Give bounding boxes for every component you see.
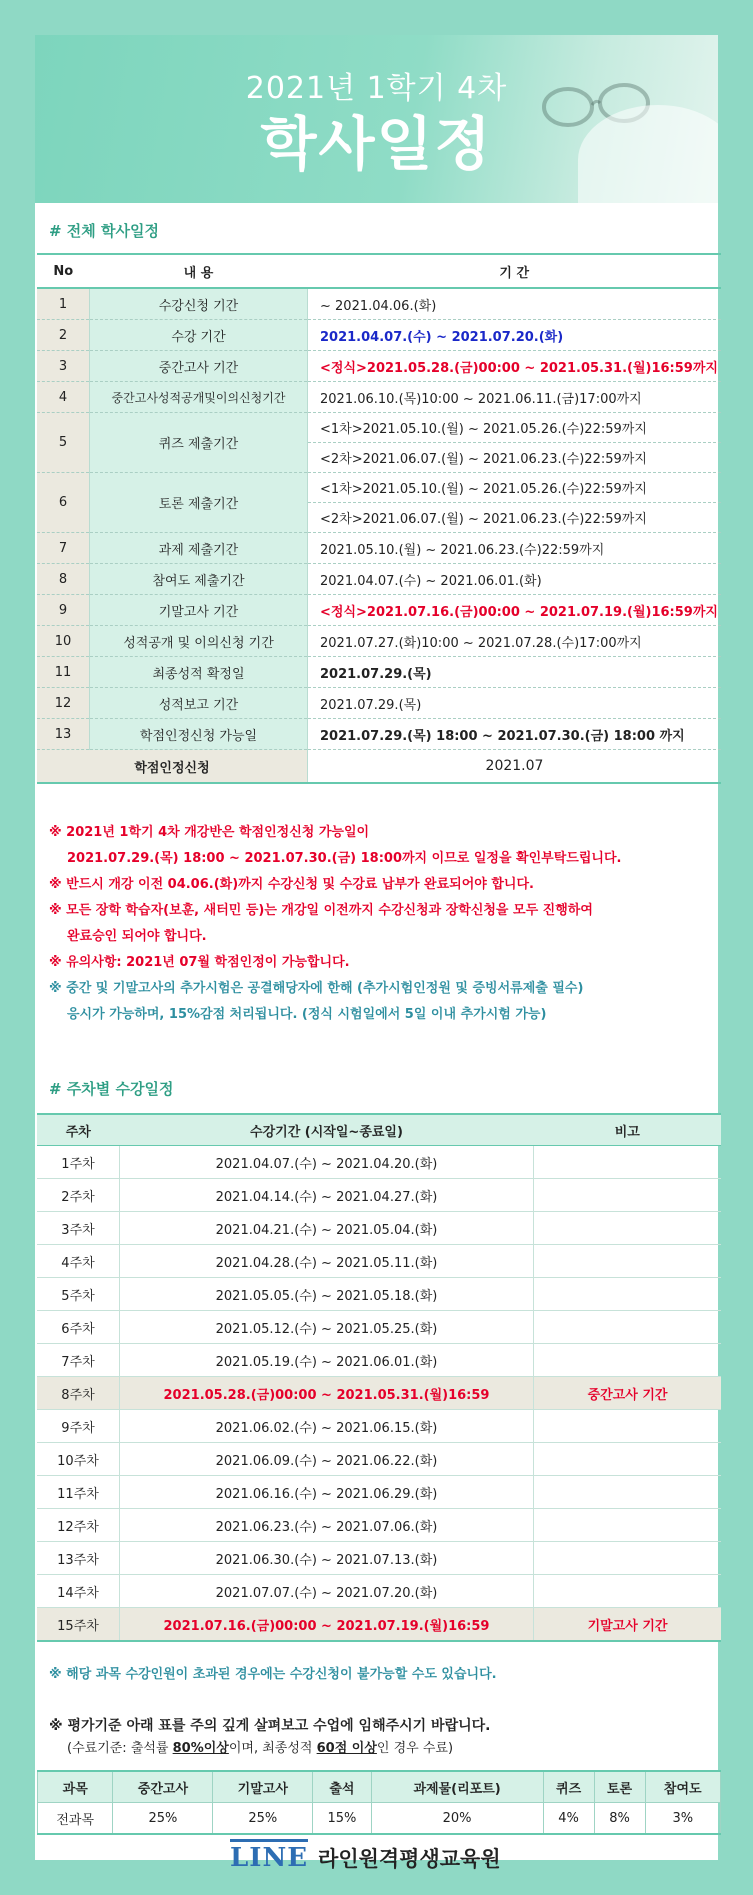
institution-logo: [230, 1843, 501, 1873]
notice-list: [49, 820, 709, 1028]
week-label: 2주차: [37, 1179, 120, 1212]
evaluation-header-cell: 과목: [38, 1771, 113, 1803]
evaluation-header-row: [38, 1771, 721, 1803]
row-label: 성적공개 및 이의신청 기간: [90, 626, 308, 657]
header-no: No: [37, 254, 90, 288]
completion-criteria: [67, 1737, 453, 1756]
evaluation-value-cell: 15%: [313, 1803, 371, 1835]
week-label: 11주차: [37, 1476, 120, 1509]
header-period: 기 간: [308, 254, 722, 288]
week-period: 2021.06.30.(수) ~ 2021.07.13.(화): [120, 1542, 534, 1575]
row-number: 12: [37, 688, 90, 719]
row-number: 5: [37, 413, 90, 473]
week-label: 9주차: [37, 1410, 120, 1443]
evaluation-header-cell: 토론: [594, 1771, 645, 1803]
notice-line: ※ 반드시 개강 이전 04.06.(화)까지 수강신청 및 수강료 납부가 완료되어야 합니다.: [49, 877, 534, 892]
evaluation-value-cell: 전과목: [38, 1803, 113, 1835]
weekly-row: [37, 1344, 721, 1377]
page-paper: [35, 35, 718, 1873]
row-number: 8: [37, 564, 90, 595]
week-label: 7주차: [37, 1344, 120, 1377]
week-note: [534, 1212, 722, 1245]
week-label: 1주차: [37, 1146, 120, 1179]
weekly-row: [37, 1311, 721, 1344]
notice-line: 완료승인 되어야 합니다.: [67, 929, 207, 944]
week-label: 8주차: [37, 1377, 120, 1410]
week-note: [534, 1311, 722, 1344]
week-period: 2021.04.07.(수) ~ 2021.04.20.(화): [120, 1146, 534, 1179]
criteria-middle: 이며, 최종성적: [228, 1741, 317, 1756]
week-note: [534, 1344, 722, 1377]
week-period: 2021.05.05.(수) ~ 2021.05.18.(화): [120, 1278, 534, 1311]
weekly-row: [37, 1212, 721, 1245]
header-note: 비고: [534, 1114, 722, 1146]
row-period: <2차>2021.06.07.(월) ~ 2021.06.23.(수)22:59까지: [308, 503, 722, 533]
week-note: [534, 1509, 722, 1542]
header-week: 주차: [37, 1114, 120, 1146]
week-period: 2021.07.07.(수) ~ 2021.07.20.(화): [120, 1575, 534, 1608]
capacity-note: ※ 해당 과목 수강인원이 초과된 경우에는 수강신청이 불가능할 수도 있습니다.: [49, 1667, 497, 1682]
week-period: 2021.06.02.(수) ~ 2021.06.15.(화): [120, 1410, 534, 1443]
schedule-row: [37, 626, 721, 657]
criteria-attendance: 80%이상: [172, 1741, 229, 1756]
row-number: 2: [37, 320, 90, 351]
schedule-row: [37, 564, 721, 595]
week-label: 6주차: [37, 1311, 120, 1344]
evaluation-header-cell: 기말고사: [213, 1771, 313, 1803]
row-label: 참여도 제출기간: [90, 564, 308, 595]
evaluation-header-cell: 과제물(리포트): [371, 1771, 543, 1803]
row-label: 중간고사 기간: [90, 351, 308, 382]
week-period: 2021.04.28.(수) ~ 2021.05.11.(화): [120, 1245, 534, 1278]
weekly-table: [37, 1113, 721, 1642]
week-period: 2021.04.14.(수) ~ 2021.04.27.(화): [120, 1179, 534, 1212]
week-period: 2021.06.16.(수) ~ 2021.06.29.(화): [120, 1476, 534, 1509]
row-period: 2021.04.07.(수) ~ 2021.06.01.(화): [308, 564, 722, 595]
week-period: 2021.05.12.(수) ~ 2021.05.25.(화): [120, 1311, 534, 1344]
schedule-footer-row: [37, 750, 721, 784]
institution-name: 라인원격평생교육원: [318, 1847, 501, 1871]
row-number: 1: [37, 288, 90, 320]
row-number: 10: [37, 626, 90, 657]
row-label: 과제 제출기간: [90, 533, 308, 564]
weekly-row: [37, 1575, 721, 1608]
row-number: 6: [37, 473, 90, 533]
row-number: 4: [37, 382, 90, 413]
weekly-row: [37, 1509, 721, 1542]
week-period: 2021.05.19.(수) ~ 2021.06.01.(화): [120, 1344, 534, 1377]
evaluation-value-cell: 25%: [113, 1803, 213, 1835]
week-note: [534, 1410, 722, 1443]
week-note: [534, 1443, 722, 1476]
notice-line: ※ 유의사항: 2021년 07월 학점인정이 가능합니다.: [49, 955, 350, 970]
weekly-row: [37, 1542, 721, 1575]
row-period: 2021.07.29.(목) 18:00 ~ 2021.07.30.(금) 18:00 까지: [308, 719, 722, 750]
notice-line: ※ 모든 장학 학습자(보훈, 새터민 등)는 개강일 이전까지 수강신청과 장학신청을 모두 진행하여: [49, 903, 593, 918]
weekly-row: [37, 1377, 721, 1410]
header-banner: [35, 35, 718, 203]
row-label: 수강 기간: [90, 320, 308, 351]
week-note: 중간고사 기간: [534, 1377, 722, 1410]
week-label: 3주차: [37, 1212, 120, 1245]
schedule-row: [37, 688, 721, 719]
row-number: 13: [37, 719, 90, 750]
week-note: [534, 1245, 722, 1278]
evaluation-header-cell: 중간고사: [113, 1771, 213, 1803]
row-label: 학점인정신청 가능일: [90, 719, 308, 750]
weekly-row: [37, 1410, 721, 1443]
section-title-schedule: # 전체 학사일정: [49, 222, 159, 240]
week-label: 5주차: [37, 1278, 120, 1311]
week-note: [534, 1278, 722, 1311]
row-period: ~ 2021.04.06.(화): [308, 288, 722, 320]
notice-line: 2021.07.29.(목) 18:00 ~ 2021.07.30.(금) 18:00까지 이므로 일정을 확인부탁드립니다.: [67, 851, 622, 866]
schedule-row: [37, 320, 721, 351]
row-label: 기말고사 기간: [90, 595, 308, 626]
week-period: 2021.06.23.(수) ~ 2021.07.06.(화): [120, 1509, 534, 1542]
evaluation-header-cell: 출석: [313, 1771, 371, 1803]
week-label: 14주차: [37, 1575, 120, 1608]
weekly-row: [37, 1245, 721, 1278]
schedule-row: [37, 719, 721, 750]
week-label: 10주차: [37, 1443, 120, 1476]
row-period: <정식>2021.07.16.(금)00:00 ~ 2021.07.19.(월)16:59까지: [308, 595, 722, 626]
row-period: <1차>2021.05.10.(월) ~ 2021.05.26.(수)22:59까지: [308, 473, 722, 503]
evaluation-value-cell: 4%: [543, 1803, 594, 1835]
week-label: 15주차: [37, 1608, 120, 1642]
row-label: 중간고사성적공개및이의신청기간: [90, 382, 308, 413]
weekly-header-row: [37, 1114, 721, 1146]
week-label: 4주차: [37, 1245, 120, 1278]
schedule-row: [37, 413, 721, 443]
schedule-row: [37, 595, 721, 626]
line-logo-mark: LINE: [230, 1843, 309, 1873]
section-title-weekly: # 주차별 수강일정: [49, 1080, 174, 1098]
weekly-row: [37, 1443, 721, 1476]
week-period: 2021.06.09.(수) ~ 2021.06.22.(화): [120, 1443, 534, 1476]
week-period: 2021.05.28.(금)00:00 ~ 2021.05.31.(월)16:59: [120, 1377, 534, 1410]
row-label: 퀴즈 제출기간: [90, 413, 308, 473]
schedule-header-row: [37, 254, 721, 288]
row-label: 최종성적 확정일: [90, 657, 308, 688]
evaluation-value-cell: 3%: [645, 1803, 721, 1835]
header-content: 내 용: [90, 254, 308, 288]
row-number: 11: [37, 657, 90, 688]
evaluation-value-cell: 8%: [594, 1803, 645, 1835]
row-period: <1차>2021.05.10.(월) ~ 2021.05.26.(수)22:59까지: [308, 413, 722, 443]
notice-line: 응시가 가능하며, 15%감점 처리됩니다. (정식 시험일에서 5일 이내 추가시험 가능): [67, 1007, 547, 1022]
week-label: 12주차: [37, 1509, 120, 1542]
schedule-row: [37, 473, 721, 503]
weekly-row: [37, 1179, 721, 1212]
week-period: 2021.04.21.(수) ~ 2021.05.04.(화): [120, 1212, 534, 1245]
evaluation-value-row: [38, 1803, 721, 1835]
evaluation-heading: ※ 평가기준 아래 표를 주의 깊게 살펴보고 수업에 임해주시기 바랍니다.: [49, 1718, 491, 1734]
schedule-row: [37, 382, 721, 413]
banner-title: 학사일정: [260, 110, 493, 178]
weekly-row: [37, 1146, 721, 1179]
row-number: 7: [37, 533, 90, 564]
banner-subtitle: 2021년 1학기 4차: [245, 71, 508, 106]
weekly-row: [37, 1278, 721, 1311]
evaluation-value-cell: 25%: [213, 1803, 313, 1835]
schedule-row: [37, 288, 721, 320]
evaluation-value-cell: 20%: [371, 1803, 543, 1835]
week-note: [534, 1575, 722, 1608]
weekly-row: [37, 1476, 721, 1509]
row-label: 성적보고 기간: [90, 688, 308, 719]
schedule-row: [37, 533, 721, 564]
week-note: [534, 1542, 722, 1575]
notice-line: ※ 중간 및 기말고사의 추가시험은 공결해당자에 한해 (추가시험인정원 및 증빙서류제출 필수): [49, 981, 584, 996]
week-label: 13주차: [37, 1542, 120, 1575]
schedule-row: [37, 351, 721, 382]
week-note: [534, 1476, 722, 1509]
row-period: <정식>2021.05.28.(금)00:00 ~ 2021.05.31.(월)16:59까지: [308, 351, 722, 382]
evaluation-header-cell: 참여도: [645, 1771, 721, 1803]
row-period: 2021.07.29.(목): [308, 657, 722, 688]
schedule-table: [37, 253, 721, 784]
criteria-score: 60점 이상: [316, 1741, 377, 1756]
footer-value: 2021.07: [308, 750, 722, 784]
header-weekly-period: 수강기간 (시작일~종료일): [120, 1114, 534, 1146]
row-number: 9: [37, 595, 90, 626]
evaluation-header-cell: 퀴즈: [543, 1771, 594, 1803]
row-period: 2021.06.10.(목)10:00 ~ 2021.06.11.(금)17:00까지: [308, 382, 722, 413]
row-period: 2021.04.07.(수) ~ 2021.07.20.(화): [308, 320, 722, 351]
row-period: 2021.05.10.(월) ~ 2021.06.23.(수)22:59까지: [308, 533, 722, 564]
week-period: 2021.07.16.(금)00:00 ~ 2021.07.19.(월)16:59: [120, 1608, 534, 1642]
row-period: 2021.07.29.(목): [308, 688, 722, 719]
week-note: [534, 1179, 722, 1212]
evaluation-table: [37, 1770, 721, 1835]
week-note: [534, 1146, 722, 1179]
schedule-row: [37, 657, 721, 688]
row-period: <2차>2021.06.07.(월) ~ 2021.06.23.(수)22:59까지: [308, 443, 722, 473]
row-label: 수강신청 기간: [90, 288, 308, 320]
weekly-row: [37, 1608, 721, 1642]
criteria-prefix: (수료기준: 출석률: [67, 1741, 173, 1756]
row-number: 3: [37, 351, 90, 382]
row-period: 2021.07.27.(화)10:00 ~ 2021.07.28.(수)17:00까지: [308, 626, 722, 657]
row-label: 토론 제출기간: [90, 473, 308, 533]
footer-label: 학점인정신청: [37, 750, 308, 784]
notice-line: ※ 2021년 1학기 4차 개강반은 학점인정신청 가능일이: [49, 825, 370, 840]
week-note: 기말고사 기간: [534, 1608, 722, 1642]
criteria-suffix: 인 경우 수료): [376, 1741, 454, 1756]
